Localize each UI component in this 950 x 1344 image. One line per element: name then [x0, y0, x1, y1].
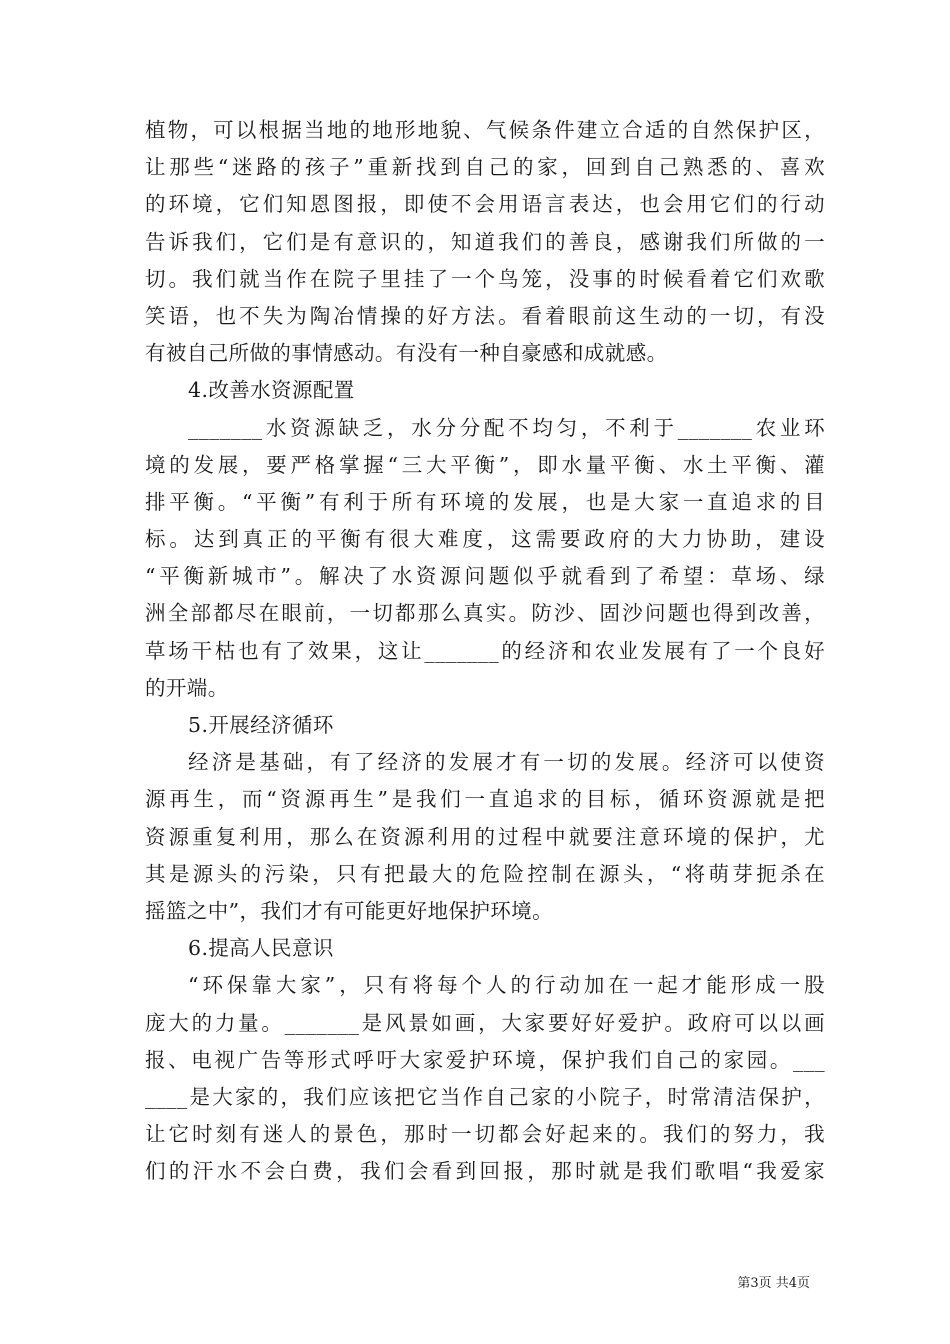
text-line: 排平衡。“平衡”有利于所有环境的发展，也是大家一直追求的目	[145, 489, 825, 514]
text-line: 有被自己所做的事情感动。有没有一种自豪感和成就感。	[145, 341, 668, 366]
page-indicator: 第3页 共4页	[737, 1276, 810, 1291]
text-line: 源再生，而“资源再生”是我们一直追求的目标，循环资源就是把	[145, 787, 825, 812]
text-line: 植物，可以根据当地的地形地貌、气候条件建立合适的自然保护区，	[145, 118, 825, 142]
text-line: 报、电视广告等形式呼吁大家爱护环境，保护我们自己的家园。___	[145, 1047, 825, 1072]
text-line: 草场干枯也有了效果，这让_______的经济和农业发展有了一个良好	[145, 638, 825, 663]
text-line: “平衡新城市”。解决了水资源问题似乎就看到了希望：草场、绿	[145, 564, 825, 589]
text-line: 洲全部都尽在眼前，一切都那么真实。防沙、固沙问题也得到改善，	[145, 601, 825, 626]
text-line: 资源重复利用，那么在资源利用的过程中就要注意环境的保护，尤	[145, 824, 825, 849]
text-line: 们的汗水不会白费，我们会看到回报，那时就是我们歌唱“我爱家	[145, 1159, 825, 1184]
text-line: _______水资源缺乏，水分分配不均匀，不利于_______农业环	[188, 415, 825, 440]
text-line: 的环境，它们知恩图报，即使不会用语言表达，也会用它们的行动	[145, 192, 825, 217]
body-text	[145, 112, 825, 1190]
text-line: 境的发展，要严格掌握“三大平衡”，即水量平衡、水土平衡、灌	[145, 452, 825, 477]
text-line: 其是源头的污染，只有把最大的危险控制在源头，“将萌芽扼杀在	[145, 861, 825, 886]
text-line: 经济是基础，有了经济的发展才有一切的发展。经济可以使资	[188, 750, 825, 775]
text-line: 庞大的力量。_______是风景如画，大家要好好爱护。政府可以以画	[145, 1010, 825, 1035]
text-line: 告诉我们，它们是有意识的，知道我们的善良，感谢我们所做的一	[145, 229, 825, 254]
text-line: 切。我们就当作在院子里挂了一个鸟笼，没事的时候看着它们欢歌	[145, 266, 825, 291]
text-line: “环保靠大家”，只有将每个人的行动加在一起才能形成一股	[188, 973, 825, 998]
text-line: 让它时刻有迷人的景色，那时一切都会好起来的。我们的努力，我	[145, 1122, 825, 1147]
section-heading: 6.提高人民意识	[188, 936, 334, 961]
text-line: ____是大家的，我们应该把它当作自己家的小院子，时常清洁保护，	[145, 1084, 825, 1109]
text-line: 笑语，也不失为陶冶情操的好方法。看着眼前这生动的一切，有没	[145, 303, 825, 328]
text-line: 标。达到真正的平衡有很大难度，这需要政府的大力协助，建设	[145, 527, 825, 552]
section-heading: 5.开展经济循环	[188, 713, 334, 737]
text-line: 摇篮之中”，我们才有可能更好地保护环境。	[145, 898, 553, 923]
section-heading: 4.改善水资源配置	[188, 378, 355, 403]
text-line: 的开端。	[145, 675, 229, 700]
text-line: 让那些“迷路的孩子”重新找到自己的家，回到自己熟悉的、喜欢	[145, 155, 825, 180]
